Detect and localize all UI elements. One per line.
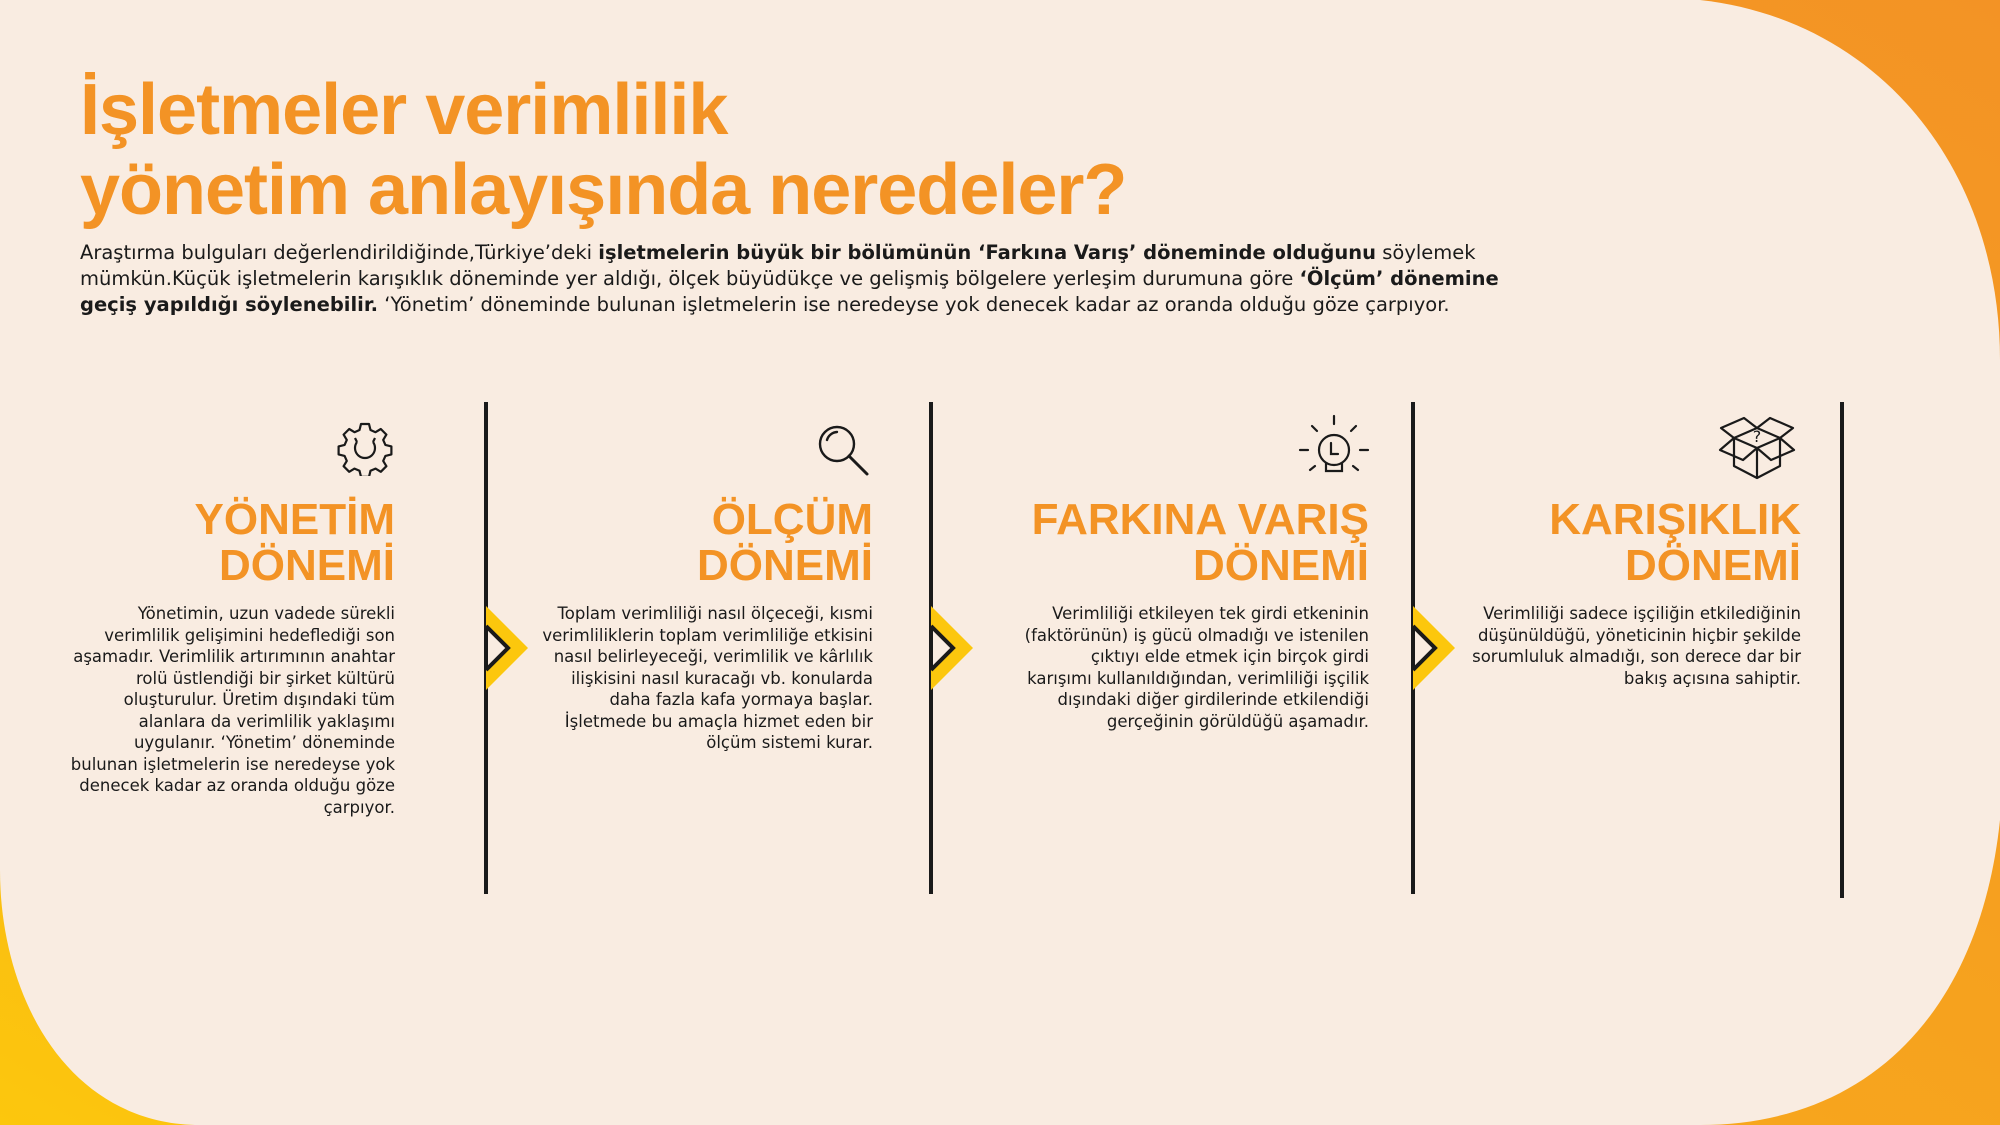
stage-heading-olcum — [697, 497, 873, 589]
arrow-marker-2 — [929, 604, 975, 692]
stage-heading-line-2: DÖNEMİ — [697, 541, 873, 590]
title-line-1: İşletmeler verimlilik — [80, 70, 728, 150]
gear-icon — [337, 420, 393, 476]
intro-bold-1: işletmelerin büyük bir bölümünün ‘Farkına Varış’ döneminde olduğunu — [598, 241, 1377, 264]
divider-line-4 — [1840, 402, 1844, 898]
arrow-marker-3 — [1411, 604, 1457, 692]
box-question-icon — [1716, 414, 1798, 482]
stage-heading-line-1: KARIŞIKLIK — [1549, 495, 1801, 544]
stage-heading-karisiklik — [1549, 497, 1801, 589]
stage-heading-line-1: YÖNETİM — [194, 495, 395, 544]
lightbulb-icon — [1296, 412, 1372, 488]
stage-description-farkina-varis: Verimliliği etkileyen tek girdi etkeninin (faktörünün) iş gücü olmadığı ve istenilen çıktıyı elde etmek için birçok girdi karışımı kullanıldığından, verimliliği işçilik dışındaki diğer girdilerinde etkilendiği gerçeğinin görüldüğü aşamadır. — [1024, 604, 1369, 731]
page-title — [80, 70, 1126, 230]
intro-paragraph — [80, 240, 1510, 318]
stage-heading-line-1: ÖLÇÜM — [711, 495, 873, 544]
intro-text-1: Araştırma bulguları değerlendirildiğinde,Türkiye’deki — [80, 241, 599, 264]
stage-heading-yonetim — [195, 497, 395, 589]
magnifier-icon — [813, 420, 873, 480]
intro-bold-2: ‘Ölçüm’ dönemine geçiş yapıldığı söylenebilir. — [80, 267, 1499, 316]
stage-description-karisiklik: Verimliliği sadece işçiliğin etkilediğinin düşünüldüğü, yöneticinin hiçbir şekilde sorumluluk almadığı, son derece dar bir bakış açısına sahiptir. — [1472, 604, 1801, 688]
stage-heading-line-2: DÖNEMİ — [1625, 541, 1801, 590]
arrow-marker-1 — [484, 604, 530, 692]
intro-text-2: söylemek mümkün.Küçük işletmelerin karışıklık döneminde yer aldığı, ölçek büyüdükçe ve gelişmiş bölgelere yerleşim durumuna göre — [80, 241, 1476, 290]
stage-heading-line-2: DÖNEMİ — [1193, 541, 1369, 590]
stage-heading-farkina-varis — [1032, 497, 1369, 589]
title-line-2: yönetim anlayışında neredeler? — [80, 150, 1127, 230]
stage-description-yonetim: Yönetimin, uzun vadede sürekli verimlilik gelişimini hedeflediği son aşamadır. Verimlilik artırımının anahtar rolü üstlendiği bir şirket kültürü oluşturulur. Üretim dışındaki tüm alanlara da verimlilik yaklaşımı uygulanır. ‘Yönetim’ döneminde bulunan işletmelerin ise neredeyse yok denecek kadar az oranda olduğu göze çarpıyor. — [70, 604, 395, 817]
stage-description-olcum: Toplam verimliliği nasıl ölçeceği, kısmi verimliliklerin toplam verimliliğe etkisini nasıl belirleyeceği, verimlilik ve kârlılık ilişkisini nasıl kuracağı vb. konularda daha fazla kafa yormaya başlar. İşletmede bu amaçla hizmet eden bir ölçüm sistemi kurar. — [542, 604, 873, 752]
stage-heading-line-2: DÖNEMİ — [219, 541, 395, 590]
stage-heading-line-1: FARKINA VARIŞ — [1031, 495, 1369, 544]
intro-text-3: ‘Yönetim’ döneminde bulunan işletmelerin ise neredeyse yok denecek kadar az oranda olduğu göze çarpıyor. — [378, 293, 1450, 316]
svg-text:?: ? — [1752, 427, 1762, 446]
